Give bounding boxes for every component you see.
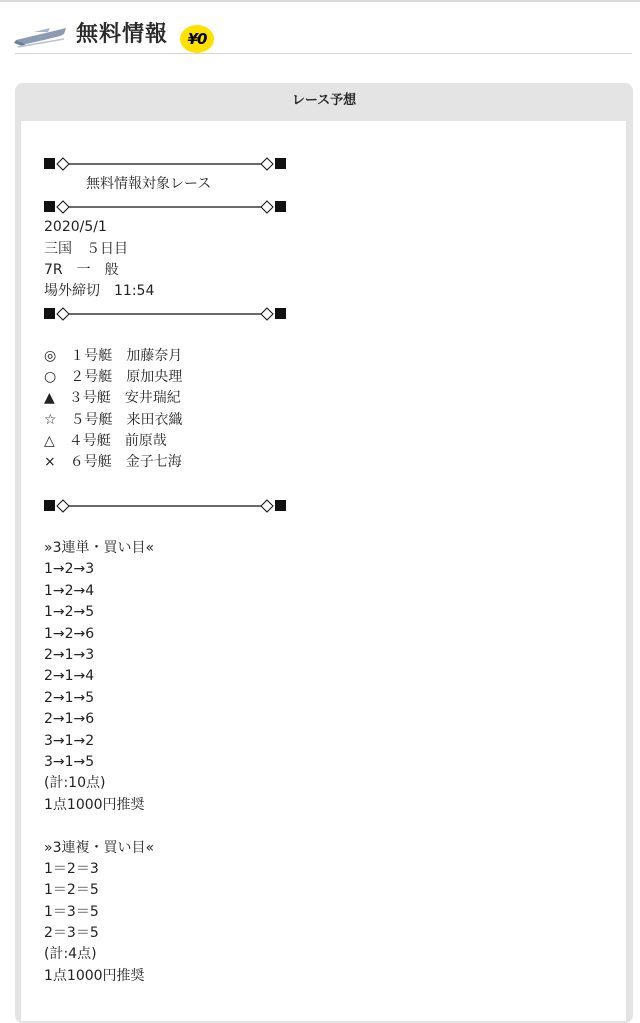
prediction-row: ▲ ３号艇 安井瑞紀 xyxy=(44,390,181,407)
divider xyxy=(44,196,604,217)
trifecta-bet: 1→2→6 xyxy=(44,625,95,642)
trifecta-bet: 2→1→3 xyxy=(44,646,95,663)
divider xyxy=(44,495,604,516)
trio-bet: 1＝3＝5 xyxy=(44,903,99,920)
spacer xyxy=(44,517,604,538)
trio-bet: 1＝2＝5 xyxy=(44,882,99,899)
square-diamond-divider-icon xyxy=(44,157,286,171)
prediction-row: △ ４号艇 前原哉 xyxy=(44,433,167,450)
trifecta-bet: 2→1→4 xyxy=(44,668,95,685)
square-diamond-divider-icon xyxy=(44,307,286,321)
trio-bet: 1＝2＝3 xyxy=(44,860,99,877)
prediction-row: ○ ２号艇 原加央理 xyxy=(44,368,183,385)
race-date: 2020/5/1 xyxy=(44,219,107,236)
trio-total: (計:4点) xyxy=(44,946,97,963)
trifecta-bet: 2→1→5 xyxy=(44,689,95,706)
trifecta-recommend: 1点1000円推奨 xyxy=(44,796,145,813)
page-title: 無料情報 xyxy=(76,22,169,47)
prediction-row: × ６号艇 金子七海 xyxy=(44,454,182,471)
divider xyxy=(44,303,604,324)
spacer xyxy=(44,816,604,837)
square-diamond-divider-icon xyxy=(44,200,286,214)
square-diamond-divider-icon xyxy=(44,499,286,513)
header-divider xyxy=(15,53,632,54)
panel-title: レース予想 xyxy=(291,93,357,108)
race-venue-day: 三国 ５日目 xyxy=(44,240,128,257)
prediction-content xyxy=(44,153,604,987)
spacer xyxy=(44,474,604,495)
race-prediction-panel xyxy=(15,83,633,1023)
trifecta-bet: 1→2→3 xyxy=(44,561,95,578)
price-badge: ¥0 xyxy=(180,25,214,53)
trifecta-bet: 1→2→4 xyxy=(44,582,95,599)
trifecta-bet: 1→2→5 xyxy=(44,604,95,621)
prediction-row: ◎ １号艇 加藤奈月 xyxy=(44,347,183,364)
panel-body xyxy=(21,121,626,1021)
trifecta-bet: 3→1→2 xyxy=(44,732,95,749)
trifecta-total: (計:10点) xyxy=(44,775,106,792)
trio-bet: 2＝3＝5 xyxy=(44,925,99,942)
race-deadline: 場外締切 11:54 xyxy=(44,283,155,300)
prediction-row: ☆ ５号艇 来田衣織 xyxy=(44,411,183,428)
target-race-label: 無料情報対象レース xyxy=(86,176,212,193)
trio-heading: »3連複・買い目« xyxy=(44,839,155,856)
spacer xyxy=(44,324,604,345)
divider xyxy=(44,153,604,174)
trifecta-bet: 3→1→5 xyxy=(44,753,95,770)
trifecta-heading: »3連単・買い目« xyxy=(44,540,155,557)
race-grade: 7R 一 般 xyxy=(44,261,119,278)
page-header xyxy=(0,0,640,56)
boat-icon xyxy=(14,22,68,50)
trifecta-bet: 2→1→6 xyxy=(44,711,95,728)
trio-recommend: 1点1000円推奨 xyxy=(44,967,145,984)
